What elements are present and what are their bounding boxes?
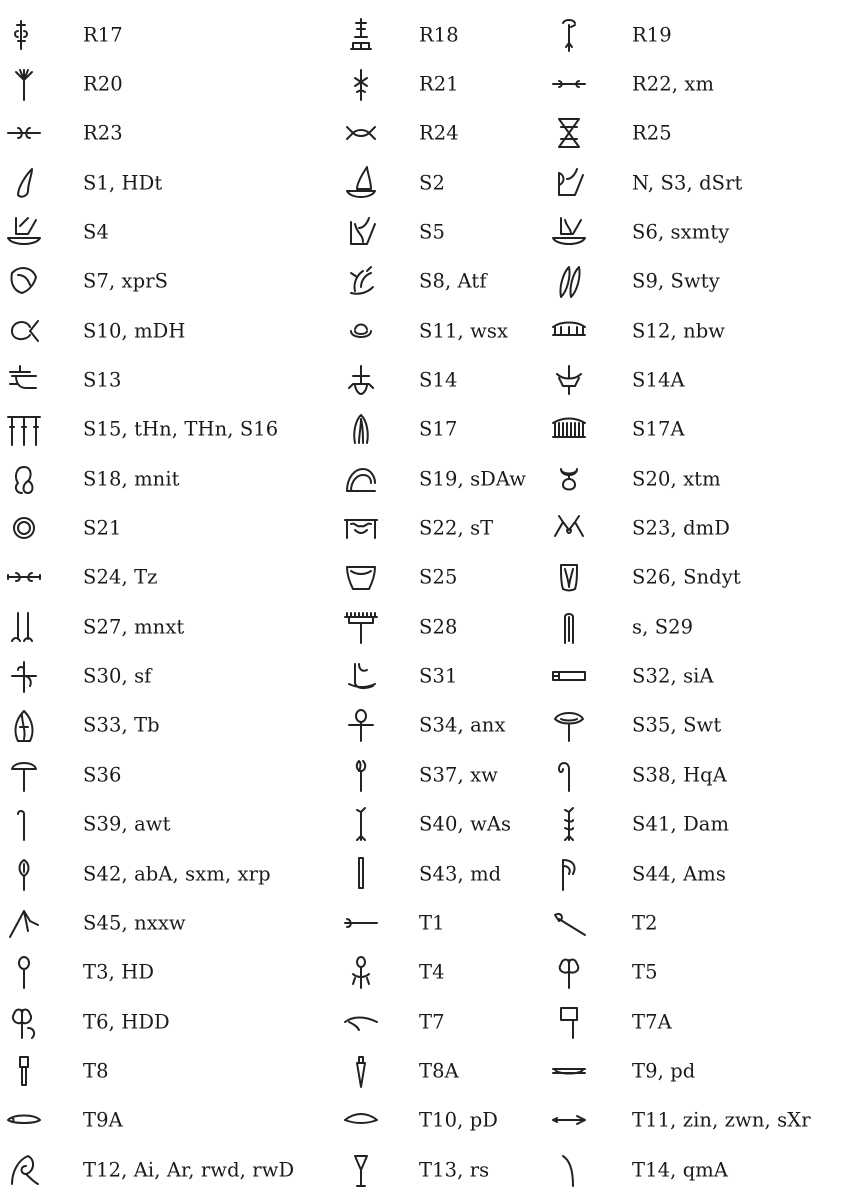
sign-code-label: S34, anx	[419, 713, 506, 737]
sign-entry	[0, 109, 336, 158]
sign-code-label: S42, abA, sxm, xrp	[83, 862, 271, 886]
sign-entry	[336, 10, 550, 59]
t13-joined-wood-icon	[339, 1150, 383, 1190]
sign-entry	[336, 503, 550, 552]
sign-code-label: S45, nxxw	[83, 911, 186, 935]
s34-ankh-icon	[339, 705, 383, 745]
sign-code-label: S20, xtm	[632, 467, 721, 491]
sign-code-label: R24	[419, 121, 459, 145]
sign-code-label: S10, mDH	[83, 319, 186, 343]
sign-entry	[550, 207, 850, 256]
sign-code-label: S15, tHn, THn, S16	[83, 417, 279, 441]
sign-entry	[0, 355, 336, 404]
sign-code-label: S9, Swty	[632, 269, 720, 293]
r19-sceptre-icon	[547, 15, 591, 55]
sign-entry	[550, 602, 850, 651]
sign-code-label: S35, Swt	[632, 713, 722, 737]
sign-code-label: R23	[83, 121, 123, 145]
sign-entry	[550, 454, 850, 503]
sign-code-label: T5	[632, 960, 658, 984]
sign-entry	[550, 1046, 850, 1095]
sign-entry	[0, 158, 336, 207]
sign-entry	[550, 1096, 850, 1145]
sign-code-label: S44, Ams	[632, 862, 726, 886]
sign-entry	[550, 503, 850, 552]
sign-code-label: S4	[83, 220, 109, 244]
s13-gold-foot-icon	[2, 360, 46, 400]
sign-code-label: S41, Dam	[632, 812, 730, 836]
sign-entry	[0, 651, 336, 700]
t11-arrow-icon	[547, 1100, 591, 1140]
sign-entry	[550, 1145, 850, 1194]
sign-code-label: R20	[83, 72, 123, 96]
sign-entry	[550, 355, 850, 404]
sign-code-label: T6, HDD	[83, 1010, 170, 1034]
s39-shepherd-crook-icon	[2, 804, 46, 844]
sign-entry	[550, 997, 850, 1046]
sign-code-label: S14A	[632, 368, 685, 392]
sign-code-label: S2	[419, 171, 445, 195]
sign-code-label: S19, sDAw	[419, 467, 527, 491]
sign-entry	[0, 800, 336, 849]
sign-code-label: R17	[83, 23, 123, 47]
sign-entry	[336, 109, 550, 158]
s20-seal-necklace-icon	[547, 459, 591, 499]
sign-code-label: S13	[83, 368, 122, 392]
s26-apron-icon	[547, 557, 591, 597]
s10-headband-icon	[2, 311, 46, 351]
r18-fetish-on-pedestal-icon	[339, 15, 383, 55]
sign-entry	[550, 10, 850, 59]
s2-white-crown-basket-icon	[339, 163, 383, 203]
sign-entry	[336, 948, 550, 997]
sign-entry	[0, 10, 336, 59]
sign-code-label: S17	[419, 417, 458, 441]
sign-entry	[0, 997, 336, 1046]
sign-entry	[336, 158, 550, 207]
s24-girdle-knot-icon	[2, 557, 46, 597]
sign-entry	[550, 257, 850, 306]
t7-axe-icon	[339, 1002, 383, 1042]
sign-entry	[336, 602, 550, 651]
sign-code-label: S39, awt	[83, 812, 171, 836]
sign-code-label: S32, siA	[632, 664, 714, 688]
s42-sekhem-sceptre-icon	[2, 854, 46, 894]
sign-table	[0, 10, 850, 1194]
sign-code-label: T7	[419, 1010, 445, 1034]
sign-code-label: S31	[419, 664, 458, 688]
sign-code-label: T11, zin, zwn, sXr	[632, 1108, 811, 1132]
sign-code-label: R25	[632, 121, 672, 145]
sign-code-label: T3, HD	[83, 960, 155, 984]
t3-pear-mace-icon	[2, 952, 46, 992]
t9-bow-icon	[547, 1051, 591, 1091]
s45-flagellum-icon	[2, 903, 46, 943]
sign-entry	[550, 948, 850, 997]
s12-gold-collar-icon	[547, 311, 591, 351]
sign-code-label: S18, mnit	[83, 467, 180, 491]
sign-entry	[550, 553, 850, 602]
sign-code-label: S5	[419, 220, 445, 244]
sign-entry	[0, 1096, 336, 1145]
sign-entry	[550, 405, 850, 454]
sign-entry	[0, 849, 336, 898]
sign-code-label: R19	[632, 23, 672, 47]
sign-entry	[550, 898, 850, 947]
sign-code-label: S14	[419, 368, 458, 392]
sign-code-label: S36	[83, 763, 122, 787]
sign-code-label: S38, HqA	[632, 763, 727, 787]
sign-code-label: S33, Tb	[83, 713, 160, 737]
s7-blue-crown-icon	[2, 261, 46, 301]
sign-code-label: S40, wAs	[419, 812, 512, 836]
s32-fringed-cloth-icon	[547, 656, 591, 696]
sign-code-label: S21	[83, 516, 122, 540]
t8-dagger-icon	[2, 1051, 46, 1091]
s35-sunshade-icon	[547, 705, 591, 745]
s30-cloth-horned-viper-icon	[2, 656, 46, 696]
sign-code-label: S23, dmD	[632, 516, 730, 540]
sign-code-label: T10, pD	[419, 1108, 499, 1132]
s11-broad-collar-icon	[339, 311, 383, 351]
sign-code-label: T9, pd	[632, 1059, 696, 1083]
s43-walking-stick-icon	[339, 854, 383, 894]
sign-code-label: S24, Tz	[83, 565, 158, 589]
s15-pectoral-icon	[2, 409, 46, 449]
sign-entry	[336, 454, 550, 503]
sign-code-label: T8A	[419, 1059, 459, 1083]
sign-code-label: s, S29	[632, 615, 694, 639]
sign-entry	[336, 553, 550, 602]
sign-entry	[0, 454, 336, 503]
t9a-bow-icon	[2, 1100, 46, 1140]
sign-code-label: R22, xm	[632, 72, 715, 96]
t2-mace-diagonal-icon	[547, 903, 591, 943]
sign-code-label: T4	[419, 960, 445, 984]
s3-red-crown-icon	[547, 163, 591, 203]
sign-code-label: S30, sf	[83, 664, 152, 688]
sign-entry	[550, 849, 850, 898]
sign-entry	[0, 405, 336, 454]
s14a-electrum-mace-icon	[547, 360, 591, 400]
sign-code-label: S27, mnxt	[83, 615, 185, 639]
sign-entry	[550, 109, 850, 158]
r24-neith-bows-icon	[339, 113, 383, 153]
s5-double-crown-icon	[339, 212, 383, 252]
sign-entry	[336, 257, 550, 306]
sign-entry	[336, 651, 550, 700]
s44-ames-stick-icon	[547, 854, 591, 894]
r25-neith-emblem-icon	[547, 113, 591, 153]
sign-code-label: S17A	[632, 417, 685, 441]
s8-atef-crown-icon	[339, 261, 383, 301]
t4-mace-strap-icon	[339, 952, 383, 992]
sign-entry	[550, 59, 850, 108]
sign-entry	[550, 800, 850, 849]
sign-entry	[0, 306, 336, 355]
s31-cloth-sickle-icon	[339, 656, 383, 696]
sign-entry	[0, 553, 336, 602]
sign-entry	[0, 503, 336, 552]
sign-code-label: S28	[419, 615, 458, 639]
sign-entry	[550, 306, 850, 355]
sign-code-label: S8, Atf	[419, 269, 487, 293]
s14-gold-mace-icon	[339, 360, 383, 400]
sign-code-label: T13, rs	[419, 1158, 490, 1182]
s41-djam-sceptre-icon	[547, 804, 591, 844]
sign-entry	[0, 701, 336, 750]
sign-code-label: S7, xprS	[83, 269, 169, 293]
sign-entry	[336, 59, 550, 108]
sign-code-label: S25	[419, 565, 458, 589]
sign-code-label: T8	[83, 1059, 109, 1083]
t7a-axe-icon	[547, 1002, 591, 1042]
sign-code-label: R18	[419, 23, 459, 47]
sign-entry	[0, 948, 336, 997]
sign-code-label: R21	[419, 72, 459, 96]
sign-entry	[336, 800, 550, 849]
t10-composite-bow-icon	[339, 1100, 383, 1140]
sign-entry	[336, 207, 550, 256]
sign-code-label: S22, sT	[419, 516, 494, 540]
sign-entry	[0, 602, 336, 651]
s17a-girdle-icon	[547, 409, 591, 449]
sign-entry	[336, 898, 550, 947]
t6-double-cobra-mace-icon	[2, 1002, 46, 1042]
sign-code-label: S1, HDt	[83, 171, 163, 195]
sign-entry	[336, 701, 550, 750]
sign-entry	[0, 1145, 336, 1194]
t5-cobra-mace-icon	[547, 952, 591, 992]
sign-entry	[0, 750, 336, 799]
sign-entry	[336, 355, 550, 404]
sign-entry	[0, 257, 336, 306]
sign-code-label: T1	[419, 911, 445, 935]
sign-entry	[336, 405, 550, 454]
r20-flower-icon	[2, 64, 46, 104]
s1-white-crown-icon	[2, 163, 46, 203]
r22-min-emblem-icon	[547, 64, 591, 104]
sign-entry	[0, 207, 336, 256]
t14-throw-stick-icon	[547, 1150, 591, 1190]
s37-fan-icon	[339, 755, 383, 795]
s18-menat-necklace-icon	[2, 459, 46, 499]
sign-entry	[336, 1096, 550, 1145]
sign-entry	[0, 59, 336, 108]
sign-code-label: T9A	[83, 1108, 123, 1132]
sign-code-label: S43, md	[419, 862, 502, 886]
s36-sunshade-icon	[2, 755, 46, 795]
r23-min-emblem-icon	[2, 113, 46, 153]
r17-fetish-icon	[2, 15, 46, 55]
sign-code-label: T14, qmA	[632, 1158, 729, 1182]
s21-ring-icon	[2, 508, 46, 548]
sign-entry	[336, 1046, 550, 1095]
sign-code-label: T2	[632, 911, 658, 935]
s28-cloth-fringe-icon	[339, 607, 383, 647]
sign-entry	[336, 997, 550, 1046]
sign-code-label: S11, wsx	[419, 319, 509, 343]
s22-shoulder-knot-icon	[339, 508, 383, 548]
sign-entry	[336, 1145, 550, 1194]
r21-flower-cross-icon	[339, 64, 383, 104]
sign-entry	[550, 651, 850, 700]
sign-entry	[0, 1046, 336, 1095]
sign-entry	[550, 701, 850, 750]
s6-double-crown-basket-icon	[547, 212, 591, 252]
s40-was-sceptre-icon	[339, 804, 383, 844]
s23-knotted-cloth-icon	[547, 508, 591, 548]
t1-mace-icon	[339, 903, 383, 943]
sign-entry	[336, 306, 550, 355]
s33-sandal-icon	[2, 705, 46, 745]
sign-code-label: T7A	[632, 1010, 672, 1034]
sign-code-label: S26, Sndyt	[632, 565, 741, 589]
s38-crook-icon	[547, 755, 591, 795]
sign-code-label: S12, nbw	[632, 319, 726, 343]
sign-entry	[550, 158, 850, 207]
t12-bowstring-icon	[2, 1150, 46, 1190]
s17-pectoral-icon	[339, 409, 383, 449]
sign-entry	[550, 750, 850, 799]
s29-folded-cloth-icon	[547, 607, 591, 647]
sign-entry	[0, 898, 336, 947]
s9-two-plumes-icon	[547, 261, 591, 301]
sign-code-label: S37, xw	[419, 763, 498, 787]
sign-code-label: N, S3, dSrt	[632, 171, 743, 195]
sign-code-label: S6, sxmty	[632, 220, 730, 244]
s27-cloth-strips-icon	[2, 607, 46, 647]
sign-entry	[336, 849, 550, 898]
s19-seal-icon	[339, 459, 383, 499]
s4-red-crown-basket-icon	[2, 212, 46, 252]
s25-garment-icon	[339, 557, 383, 597]
sign-code-label: T12, Ai, Ar, rwd, rwD	[83, 1158, 295, 1182]
t8a-dagger-icon	[339, 1051, 383, 1091]
sign-entry	[336, 750, 550, 799]
